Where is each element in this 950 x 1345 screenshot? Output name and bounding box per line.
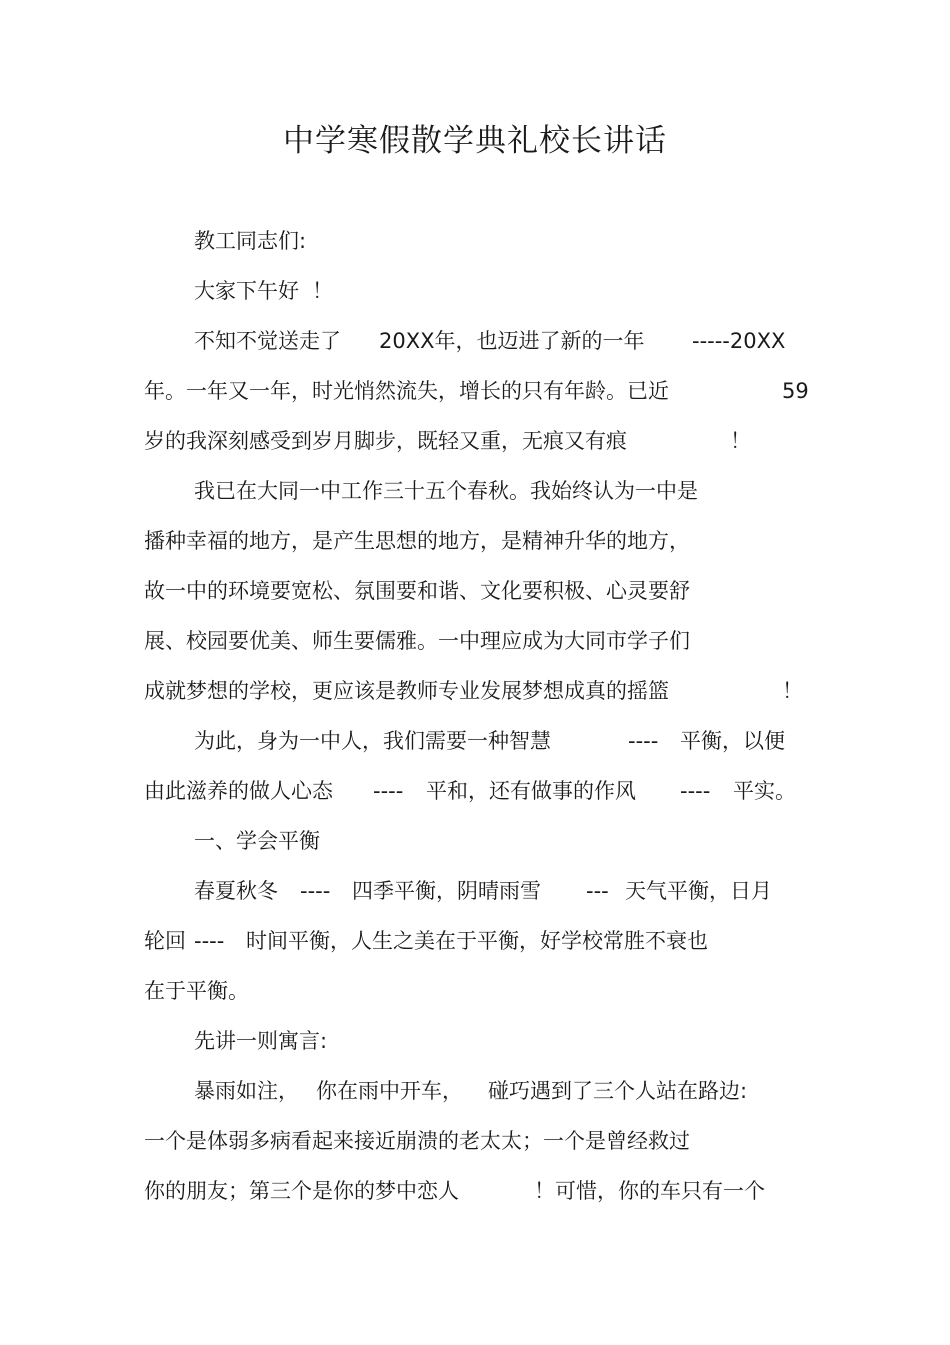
text-segment: ----: [194, 929, 225, 953]
paragraph-line: [0, 1124, 950, 1158]
paragraph-line: [0, 274, 950, 308]
paragraph-line: [0, 1024, 950, 1058]
text-segment: 轮回: [144, 929, 186, 953]
paragraph-line: [0, 724, 950, 758]
text-segment: ----: [300, 879, 331, 903]
text-segment: 由此滋养的做人心态: [144, 779, 333, 803]
text-segment: 碰巧遇到了三个人站在路边:: [488, 1079, 748, 1103]
paragraph-line: [0, 674, 950, 708]
text-segment: 为此，身为一中人，我们需要一种智慧: [194, 729, 551, 753]
paragraph-line: [0, 424, 950, 458]
text-segment: ----: [373, 779, 404, 803]
paragraph-line: [0, 974, 950, 1008]
text-segment: 时间平衡，人生之美在于平衡，好学校常胜不衰也: [246, 929, 708, 953]
text-segment: ！: [782, 679, 803, 703]
text-segment: ---: [586, 879, 609, 903]
text-segment: 岁的我深刻感受到岁月脚步，既轻又重，无痕又有痕: [144, 429, 627, 453]
text-segment: 我已在大同一中工作三十五个春秋。我始终认为一中是: [194, 479, 698, 503]
text-segment: 20XX年，也迈进了新的一年: [379, 329, 645, 353]
text-segment: 年。一年又一年，时光悄然流失，增长的只有年龄。已近: [144, 379, 669, 403]
text-segment: 春夏秋冬: [194, 879, 278, 903]
text-segment: 59: [782, 379, 809, 403]
paragraph-line: [0, 924, 950, 958]
text-segment: 你的朋友；第三个是你的梦中恋人: [144, 1179, 459, 1203]
text-segment: 平和，还有做事的作风: [426, 779, 636, 803]
text-segment: 大家下午好: [194, 279, 299, 303]
paragraph-line: [0, 224, 950, 258]
text-segment: ----: [680, 779, 711, 803]
text-segment: 播种幸福的地方，是产生思想的地方，是精神升华的地方，: [144, 529, 690, 553]
text-segment: 平实。: [733, 779, 796, 803]
section-heading: [0, 824, 950, 858]
paragraph-line: [0, 524, 950, 558]
text-segment: 一个是体弱多病看起来接近崩溃的老太太；一个是曾经救过: [144, 1129, 690, 1153]
text-segment: ！: [730, 429, 751, 453]
paragraph-line: [0, 324, 950, 358]
paragraph-line: [0, 774, 950, 808]
text-segment: 故一中的环境要宽松、氛围要和谐、文化要积极、心灵要舒: [144, 579, 690, 603]
text-segment: 一、学会平衡: [194, 829, 320, 853]
text-segment: 平衡，以便: [680, 729, 785, 753]
paragraph-line: [0, 574, 950, 608]
text-segment: 四季平衡，阴晴雨雪: [352, 879, 541, 903]
paragraph-line: [0, 474, 950, 508]
text-segment: 不知不觉送走了: [194, 329, 341, 353]
text-segment: 天气平衡，日月: [625, 879, 772, 903]
text-segment: 在于平衡。: [144, 979, 249, 1003]
paragraph-line: [0, 374, 950, 408]
text-segment: 成就梦想的学校，更应该是教师专业发展梦想成真的摇篮: [144, 679, 669, 703]
text-segment: ！可惜，你的车只有一个: [534, 1179, 765, 1203]
text-segment: 你在雨中开车，: [316, 1079, 463, 1103]
text-segment: 先讲一则寓言:: [194, 1029, 328, 1053]
paragraph-line: [0, 1074, 950, 1108]
paragraph-line: [0, 624, 950, 658]
paragraph-line: [0, 1174, 950, 1208]
paragraph-line: [0, 874, 950, 908]
text-segment: 暴雨如注，: [194, 1079, 299, 1103]
text-segment: 展、校园要优美、师生要儒雅。一中理应成为大同市学子们: [144, 629, 690, 653]
text-segment: -----20XX: [692, 329, 786, 353]
text-segment: ！: [312, 279, 333, 303]
document-title: 中学寒假散学典礼校长讲话: [283, 123, 667, 159]
text-segment: 教工同志们:: [194, 229, 307, 253]
text-segment: ----: [628, 729, 659, 753]
